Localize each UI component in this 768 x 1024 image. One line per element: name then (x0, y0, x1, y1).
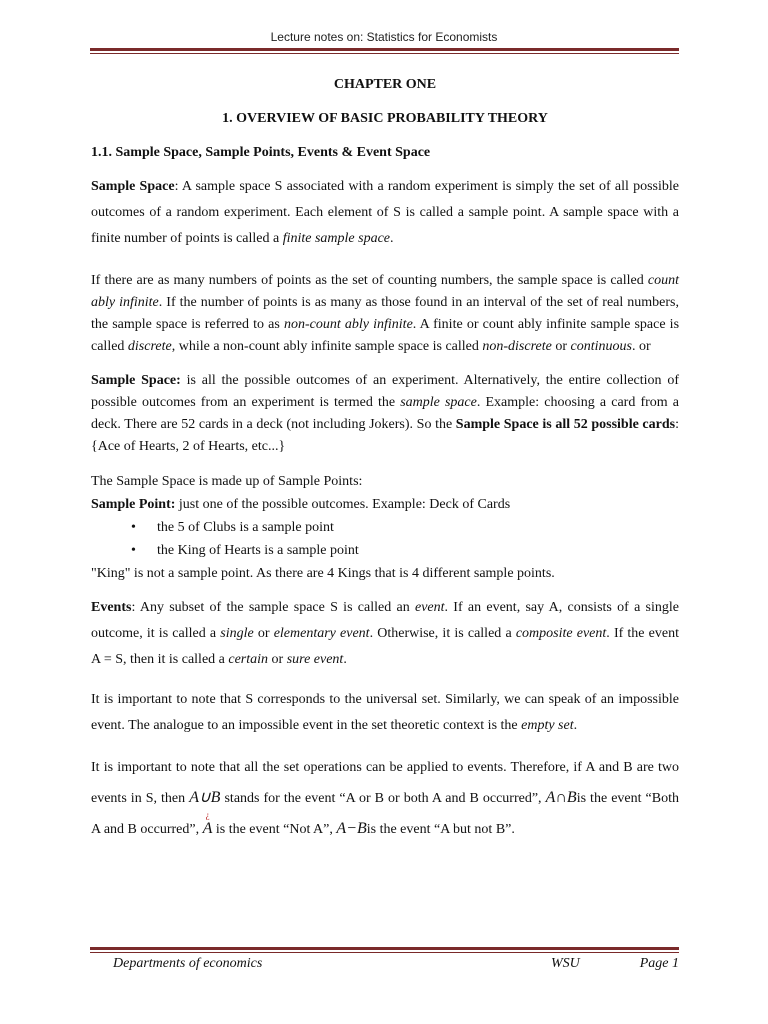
sample-point-def: Sample Point: just one of the possible outcomes. Example: Deck of Cards (91, 497, 511, 512)
paragraph-universal-set: It is important to note that S corresponds to the universal set. Similarly, we can speak of an impossible event. The analogue to an impossible event in the set theoretic context is the empty set. (91, 692, 679, 733)
intersection-expression: A∩B (545, 789, 577, 806)
list-item: • the 5 of Clubs is a sample point (131, 520, 334, 535)
sample-point-note: "King" is not a sample point. As there are 4 Kings that is 4 different sample points. (91, 566, 555, 581)
running-header: Lecture notes on: Statistics for Economists (270, 30, 498, 44)
footer-rule (90, 947, 679, 953)
complement-expression: ¿ A (202, 810, 213, 837)
footer-institution: WSU (551, 956, 580, 971)
paragraph-set-operations: It is important to note that all the set operations can be applied to events. Therefore, if A and B are two events in S, then A∪B stands for the event “A or B or both A and B occurred”, A∩Bis the event “Both A and B occurred”, ¿ A is the event “Not A”, A−Bis the event “A but not B”. (91, 753, 679, 845)
sample-point-list (91, 516, 679, 562)
union-expression: A∪B (189, 789, 221, 806)
paragraph-events: Events: Any subset of the sample space S is called an event. If an event, say A, consists of a single outcome, it is called a single or elementary event. Otherwise, it is called a composite event. If the event A = S, then it is called a certain or sure event. (91, 600, 680, 667)
header-rule (90, 48, 679, 54)
paragraph-infinite-spaces: If there are as many numbers of points as the set of counting numbers, the sample space is called count ably infinite. If the number of points is as many as those found in an interval of the set of real numbers, the sample space is referred to as non-count ably infinite. A finite or count ably infinite sample space is called discrete, while a non-count ably infinite sample space is called non-discrete or continuous. or (91, 273, 680, 354)
list-item: • the King of Hearts is a sample point (131, 543, 359, 558)
page-number: Page 1 (639, 956, 679, 971)
difference-expression: A−B (336, 820, 367, 837)
footer-department: Departments of economics (113, 956, 263, 971)
sample-point-intro: The Sample Space is made up of Sample Points: (91, 474, 363, 489)
chapter-heading: CHAPTER ONE (333, 77, 437, 92)
sample-point-block (91, 470, 679, 585)
chapter-title: 1. OVERVIEW OF BASIC PROBABILITY THEORY (222, 111, 548, 126)
page-body (91, 74, 679, 857)
section-heading: 1.1. Sample Space, Sample Points, Events & Event Space (91, 145, 431, 160)
paragraph-sample-space-alt: Sample Space: is all the possible outcomes of an experiment. Alternatively, the entire collection of possible outcomes from an experiment is termed the sample space. Example: choosing a card from a deck. There are 52 cards in a deck (not including Jokers). So the Sample Space is all 52 possible cards: {Ace of Hearts, 2 of Hearts, etc...} (91, 373, 679, 454)
paragraph-sample-space-def: Sample Space: A sample space S associated with a random experiment is simply the set of all possible outcomes of a random experiment. Each element of S is called a sample point. A sample space with a finite number of points is called a finite sample space. (91, 179, 680, 246)
